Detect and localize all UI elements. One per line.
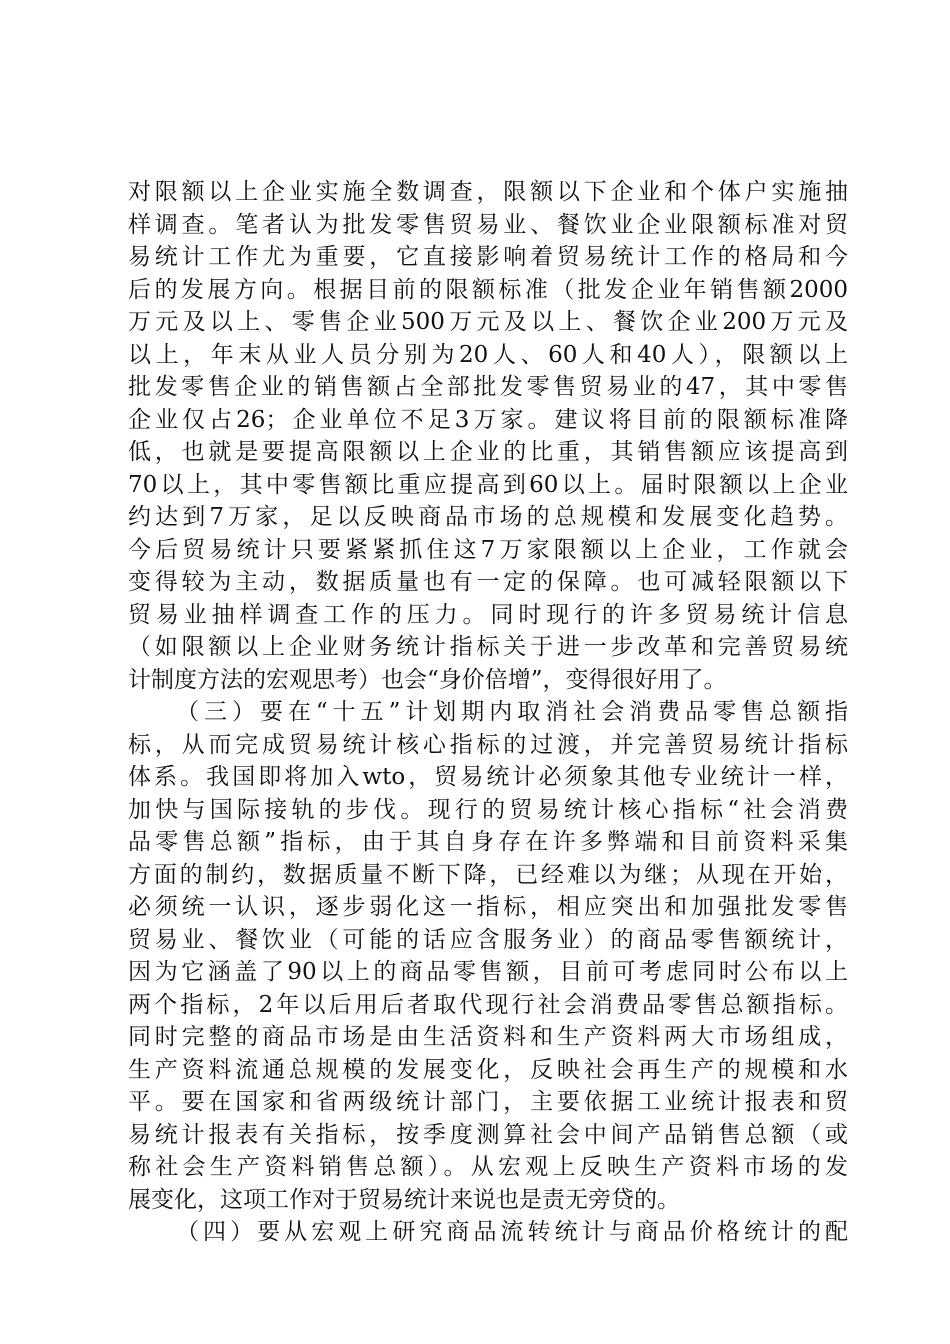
text-line: 低，也就是要提高限额以上企业的比重，其销售额应该提高到 <box>128 439 848 465</box>
text-line: 贸易业抽样调查工作的压力。同时现行的许多贸易统计信息 <box>128 601 848 628</box>
text-line: 展变化，这项工作对于贸易统计来说也是责无旁贷的。 <box>128 1186 680 1213</box>
text-line: 品零售总额”指标，由于其自身存在许多弊端和目前资料采集 <box>128 829 848 855</box>
text-line: 70以上，其中零售额比重应提高到60以上。届时限额以上企业 <box>128 471 848 498</box>
text-line: 称社会生产资料销售总额）。从宏观上反映生产资料市场的发 <box>128 1154 848 1180</box>
text-line: 对限额以上企业实施全数调查，限额以下企业和个体户实施抽 <box>128 179 848 205</box>
text-line: 今后贸易统计只要紧紧抓住这7万家限额以上企业，工作就会 <box>128 536 848 563</box>
text-line: 以上，年末从业人员分别为20人、60人和40人），限额以上 <box>128 341 848 368</box>
text-line: （如限额以上企业财务统计指标关于进一步改革和完善贸易统 <box>128 634 848 660</box>
text-line: 变得较为主动，数据质量也有一定的保障。也可减轻限额以下 <box>128 569 848 595</box>
text-line: 必须统一认识，逐步弱化这一指标，相应突出和加强批发零售 <box>128 894 848 920</box>
text-line: 方面的制约，数据质量不断下降，已经难以为继；从现在开始， <box>128 861 848 888</box>
text-line: 贸易业、餐饮业（可能的话应含服务业）的商品零售额统计， <box>128 926 848 953</box>
text-line: 标，从而完成贸易统计核心指标的过渡，并完善贸易统计指标 <box>128 731 848 758</box>
text-line: 平。要在国家和省两级统计部门，主要依据工业统计报表和贸 <box>128 1089 848 1115</box>
text-line: 批发零售企业的销售额占全部批发零售贸易业的47，其中零售 <box>128 374 848 400</box>
text-line: 后的发展方向。根据目前的限额标准（批发企业年销售额2000 <box>128 276 848 303</box>
text-line: 万元及以上、零售企业500万元及以上、餐饮企业200万元及 <box>128 309 848 335</box>
text-line: 样调查。笔者认为批发零售贸易业、餐饮业企业限额标准对贸 <box>128 211 848 238</box>
text-line: 体系。我国即将加入wto，贸易统计必须象其他专业统计一样， <box>128 764 848 790</box>
text-line: 因为它涵盖了90以上的商品零售额，目前可考虑同时公布以上 <box>128 959 848 985</box>
text-line: 同时完整的商品市场是由生活资料和生产资料两大市场组成， <box>128 1024 848 1050</box>
paragraph-heading-3: （三）要在“十五”计划期内取消社会消费品零售总额指 <box>176 699 848 725</box>
body-text <box>128 176 848 1249</box>
text-line: 易统计报表有关指标，按季度测算社会中间产品销售总额（或 <box>128 1121 848 1148</box>
text-line: 企业仅占26；企业单位不足3万家。建议将目前的限额标准降 <box>128 406 848 433</box>
text-line: 易统计工作尤为重要，它直接影响着贸易统计工作的格局和今 <box>128 244 848 270</box>
text-line: 生产资料流通总规模的发展变化，反映社会再生产的规模和水 <box>128 1056 848 1083</box>
paragraph-heading-4: （四）要从宏观上研究商品流转统计与商品价格统计的配 <box>176 1219 848 1245</box>
text-line: 加快与国际接轨的步伐。现行的贸易统计核心指标“社会消费 <box>128 796 848 823</box>
text-line: 两个指标，2年以后用后者取代现行社会消费品零售总额指标。 <box>128 991 848 1018</box>
text-line: 计制度方法的宏观思考）也会“身价倍增”，变得很好用了。 <box>128 666 727 693</box>
text-line: 约达到7万家，足以反映商品市场的总规模和发展变化趋势。 <box>128 504 848 530</box>
